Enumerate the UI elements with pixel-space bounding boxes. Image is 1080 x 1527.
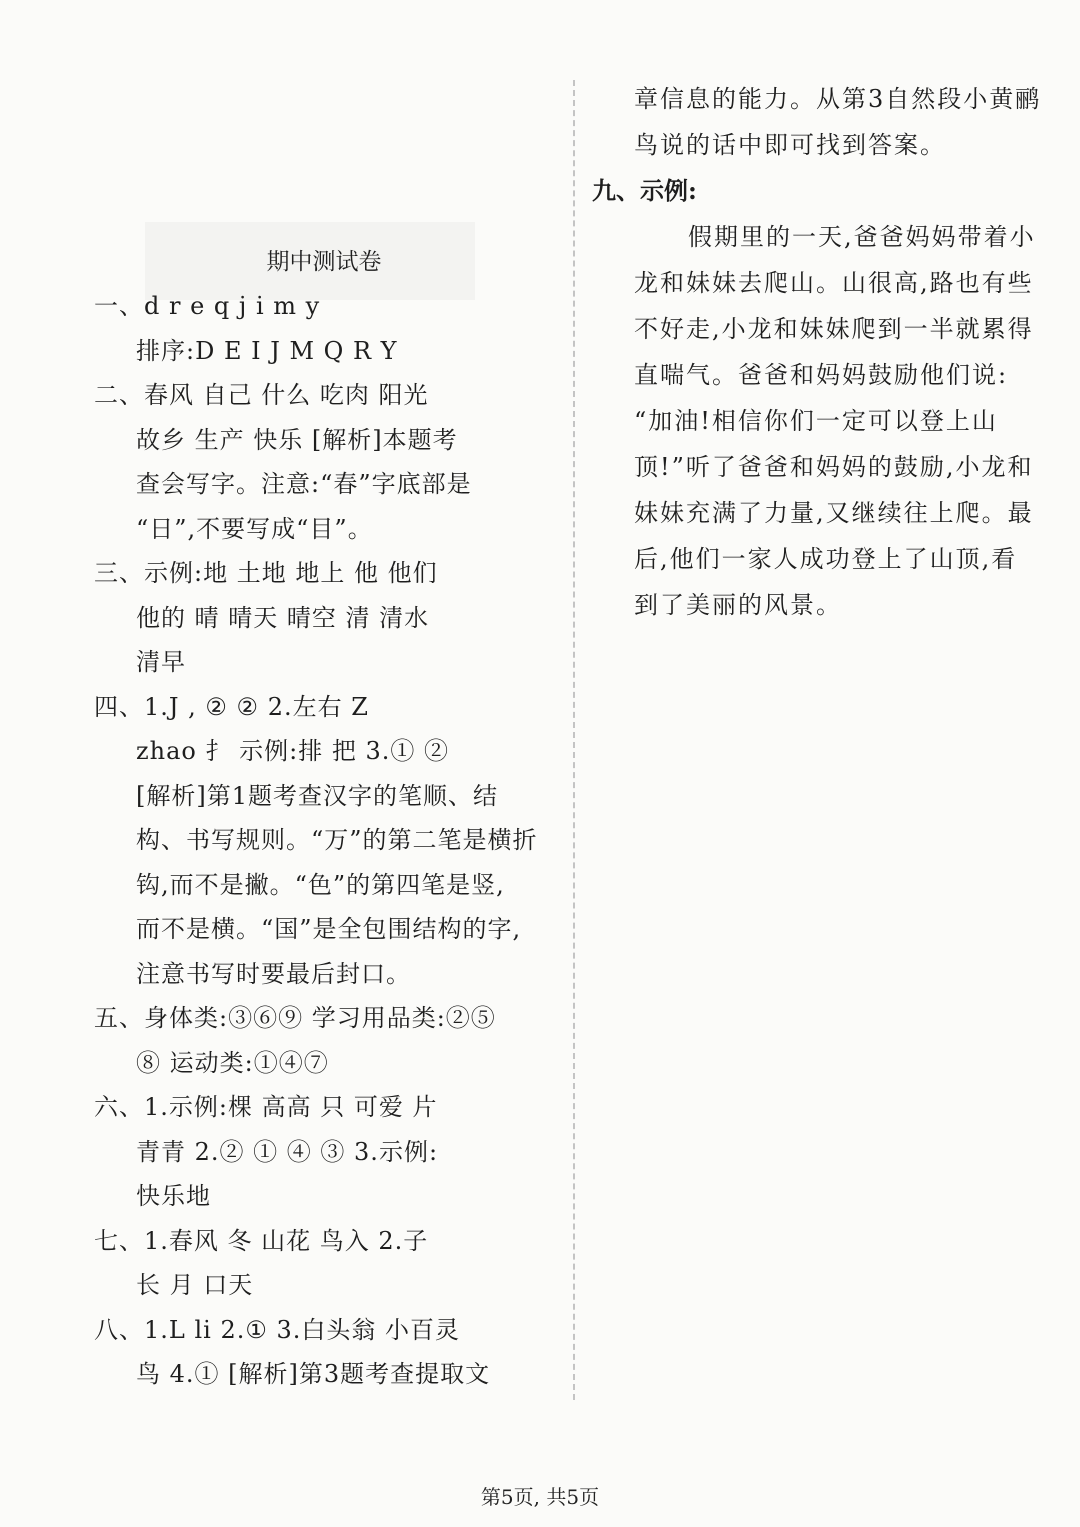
essay-line: 直喘气。爸爸和妈妈鼓励他们说: (634, 361, 1009, 389)
essay-line: 后,他们一家人成功登上了山顶,看 (634, 545, 1018, 573)
answer-line: 六、1.示例:棵 高高 只 可爱 片 (94, 1093, 438, 1121)
answer-line: 构、书写规则。“万”的第二笔是横折 (136, 826, 538, 854)
section-heading: 九、示例: (592, 176, 697, 205)
answer-line: 鸟 4.① [解析]第3题考查提取文 (136, 1360, 491, 1388)
answer-line: 快乐地 (136, 1182, 211, 1210)
essay-line: 顶!”听了爸爸和妈妈的鼓励,小龙和 (634, 453, 1034, 481)
answer-line: 二、春风 自己 什么 吃肉 阳光 (94, 381, 429, 409)
answer-line: 七、1.春风 冬 山花 鸟入 2.子 (94, 1226, 429, 1255)
answer-line: 鸟说的话中即可找到答案。 (634, 131, 946, 159)
answer-line: 排序:D E I J M Q R Y (136, 336, 398, 365)
answer-line: 故乡 生产 快乐 [解析]本题考 (136, 425, 458, 454)
answer-line: 而不是横。“国”是全包围结构的字, (136, 915, 522, 943)
answer-line: 注意书写时要最后封口。 (136, 959, 411, 988)
page-footer: 第5页, 共5页 (480, 1485, 600, 1509)
answer-line: 清早 (136, 648, 186, 676)
essay-line: 不好走,小龙和妹妹爬到一半就累得 (634, 315, 1034, 343)
essay-line: 龙和妹妹去爬山。山很高,路也有些 (634, 269, 1034, 297)
answer-line: 青青 2.② ① ④ ③ 3.示例: (136, 1137, 439, 1166)
right-column (592, 76, 1062, 628)
answer-line: 钩,而不是撇。“色”的第四笔是竖, (136, 870, 505, 899)
essay-line: “加油!相信你们一定可以登上山 (634, 407, 998, 435)
column-divider (573, 80, 575, 1400)
essay-line: 到了美丽的风景。 (634, 591, 842, 619)
answer-line: 五、身体类:③⑥⑨ 学习用品类:②⑤ (94, 1004, 496, 1032)
answer-line: 查会写字。注意:“春”字底部是 (136, 470, 472, 498)
answer-line: ⑧ 运动类:①④⑦ (136, 1048, 329, 1077)
answer-line: [解析]第1题考查汉字的笔顺、结 (136, 781, 498, 810)
answer-line: 一、d r e q j i m y (94, 292, 321, 320)
essay-line: 假期里的一天,爸爸妈妈带着小 (688, 223, 1036, 251)
left-column (94, 240, 564, 1397)
answer-line: 章信息的能力。从第3自然段小黄鹂 (634, 85, 1042, 113)
answer-line: zhao 扌 示例:排 把 3.① ② (136, 737, 449, 765)
essay-line: 妹妹充满了力量,又继续往上爬。最 (634, 499, 1034, 527)
answer-line: “日”,不要写成“目”。 (136, 514, 373, 543)
answer-line: 四、1.J , ② ② 2.左右 Z (94, 692, 369, 721)
answer-line: 长 月 口天 (136, 1271, 254, 1299)
answer-line: 三、示例:地 土地 地上 他 他们 (94, 559, 438, 587)
page-title: 期中测试卷 (266, 249, 382, 275)
answer-line: 他的 晴 晴天 晴空 清 清水 (136, 603, 430, 632)
answer-line: 八、1.L li 2.① 3.白头翁 小百灵 (94, 1315, 461, 1344)
